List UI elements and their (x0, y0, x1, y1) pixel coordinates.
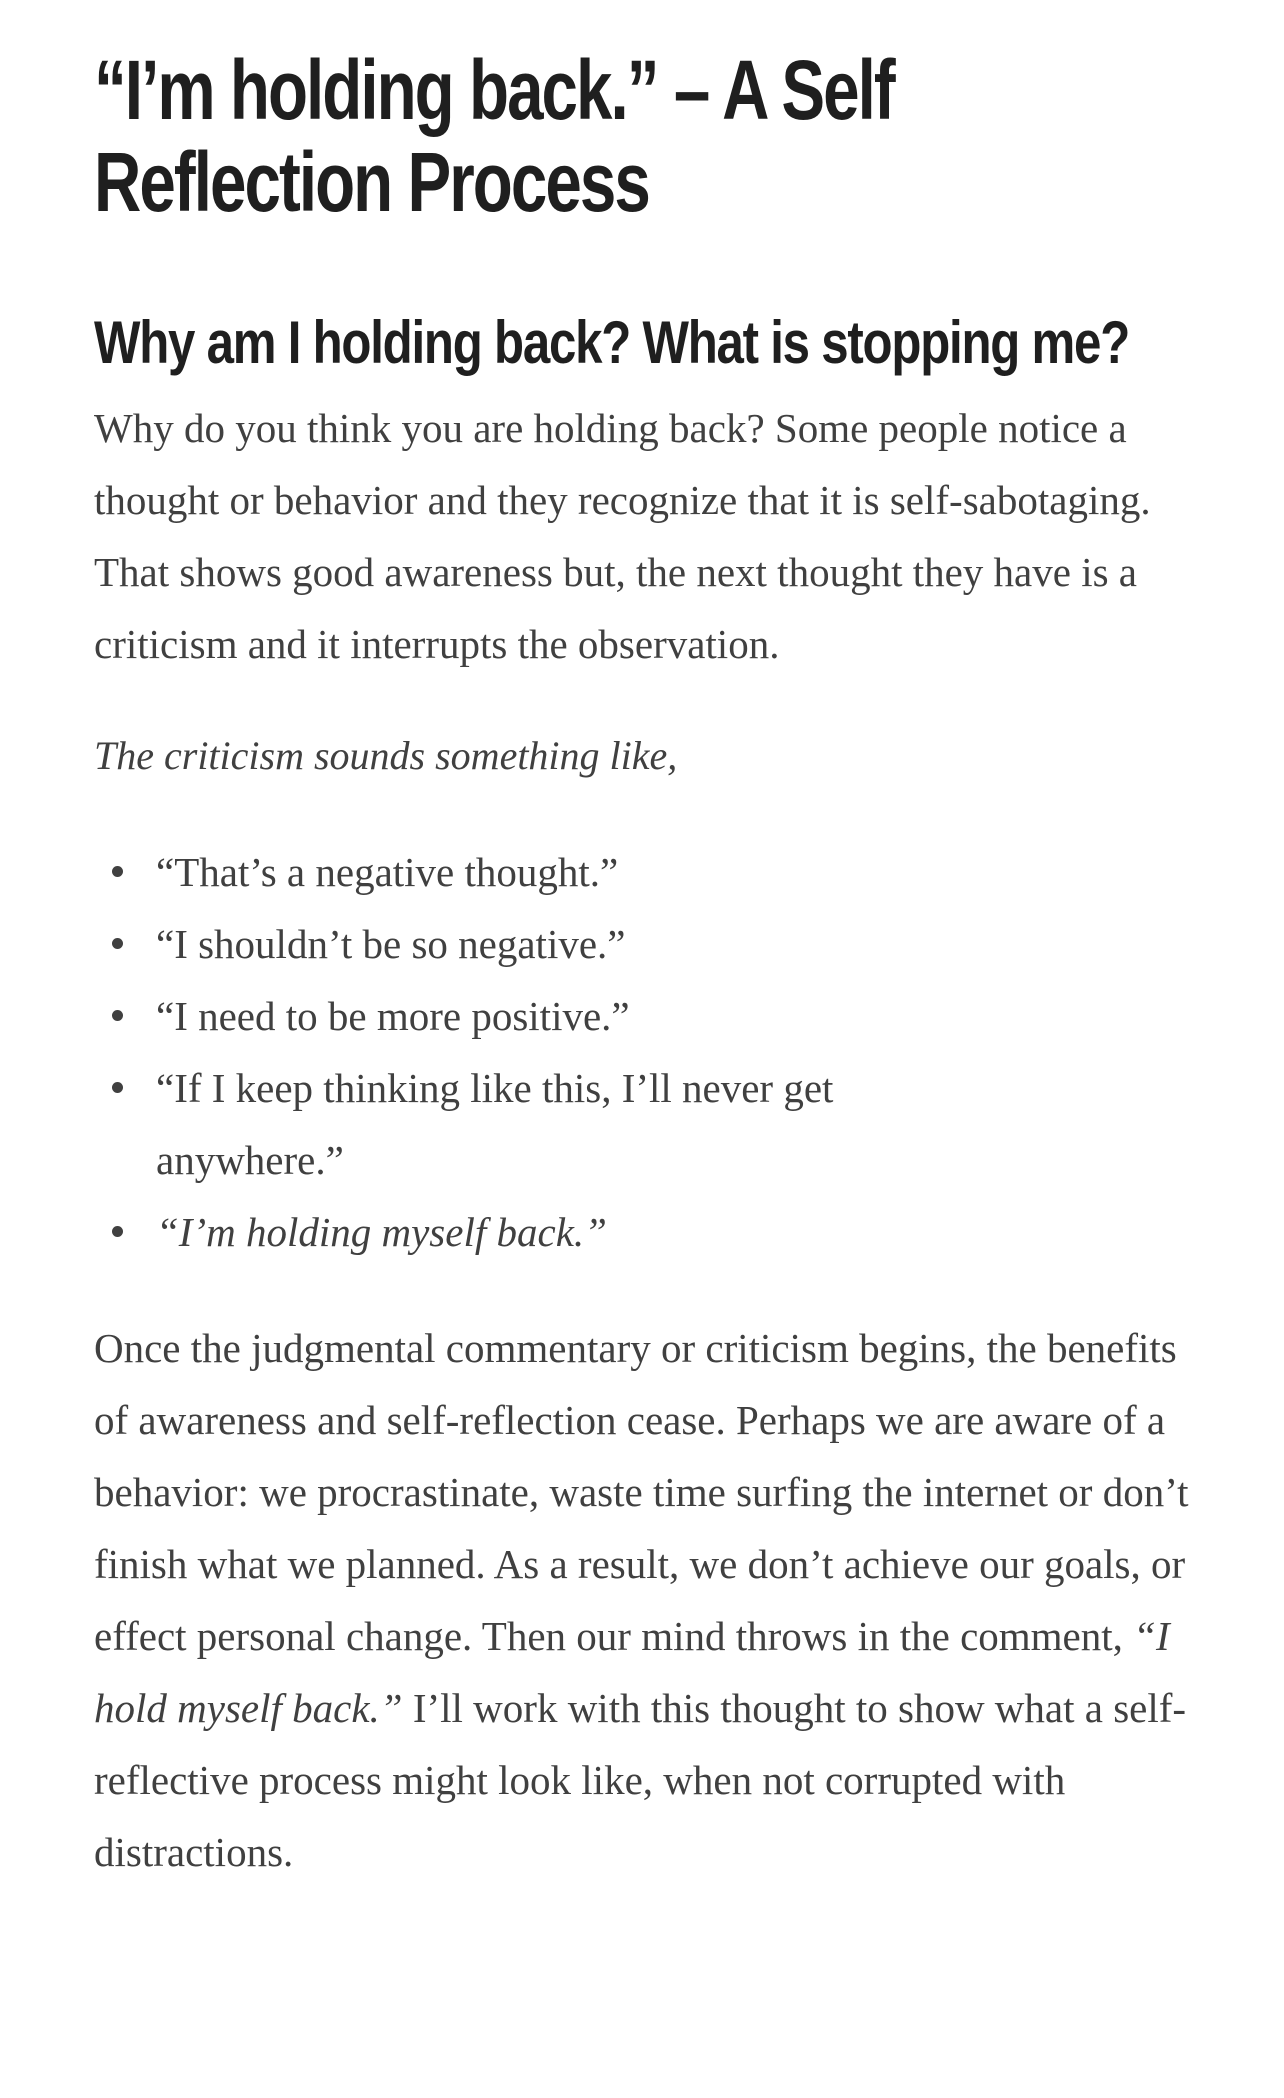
body-emphasis: “I hold myself back.” (94, 1613, 1170, 1731)
list-item (94, 980, 1016, 1052)
quote-text: “I need to be more positive.” (156, 993, 630, 1039)
body-text-after: I’ll work with this thought to show what a self-reflective process might look like, when not corrupted with distractions. (94, 1685, 1187, 1875)
quote-text: “I’m holding myself back.” (156, 1209, 607, 1255)
list-item (94, 1052, 1016, 1196)
quote-text: “If I keep thinking like this, I’ll never get anywhere.” (156, 1065, 834, 1183)
intro-paragraph: Why do you think you are holding back? Some people notice a thought or behavior and they recognize that it is self-sabotaging. That shows good awareness but, the next thought they have is a criticism and it interrupts the observation. (94, 405, 1151, 667)
criticism-lead-in: The criticism sounds something like, (94, 733, 678, 778)
body-text-before: Once the judgmental commentary or criticism begins, the benefits of awareness and self-reflection cease. Perhaps we are aware of a behavior: we procrastinate, waste time surfing the internet or don’t finish what we planned. As a result, we don’t achieve our goals, or effect personal change. Then our mind throws in the comment, (94, 1325, 1189, 1659)
article-title: “I’m holding back.” – A Self Reflection Process (94, 43, 894, 229)
section-heading: Why am I holding back? What is stopping me? (94, 309, 1130, 376)
criticism-quote-list (94, 836, 1204, 1268)
bullet-icon (112, 866, 123, 877)
article (94, 44, 1204, 1888)
list-item (94, 908, 1016, 980)
bullet-icon (112, 1010, 123, 1021)
quote-text: “I shouldn’t be so negative.” (156, 921, 626, 967)
bullet-icon (112, 1082, 123, 1093)
list-item (94, 1196, 1016, 1268)
body-paragraph (94, 1312, 1204, 1888)
bullet-icon (112, 938, 123, 949)
list-item (94, 836, 1016, 908)
quote-text: “That’s a negative thought.” (156, 849, 619, 895)
bullet-icon (112, 1226, 123, 1237)
